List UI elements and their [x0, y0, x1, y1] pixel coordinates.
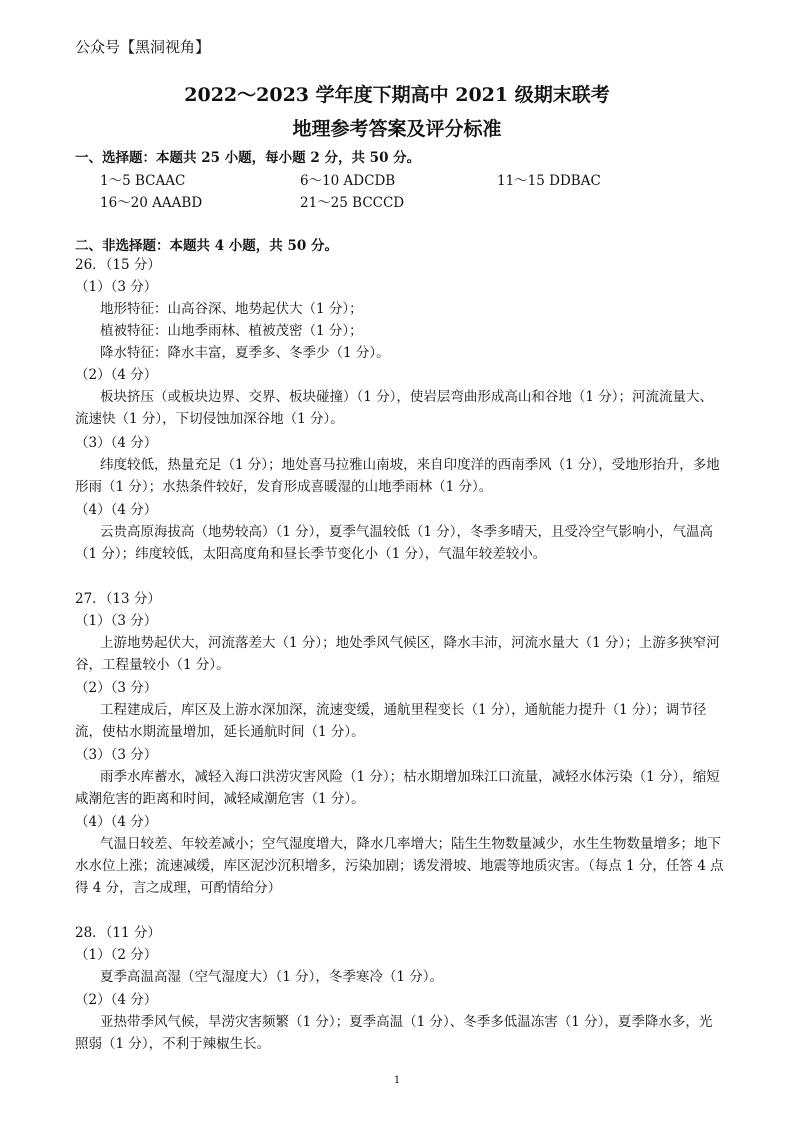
answer-group: 16～20 AAABD — [100, 195, 203, 211]
question-28-head: 28．（11 分） — [75, 925, 161, 941]
part-head: （3）（4 分） — [75, 435, 158, 451]
section1-heading: 一、选择题：本题共 25 小题，每小题 2 分，共 50 分。 — [75, 150, 421, 166]
part-head: （2）（4 分） — [75, 367, 158, 383]
question-26-head: 26．（15 分） — [75, 257, 161, 273]
answer-group: 21～25 BCCCD — [300, 195, 405, 211]
question-27-head: 27．（13 分） — [75, 591, 161, 607]
answer-line: 地形特征：山高谷深、地势起伏大（1 分）； — [100, 301, 363, 317]
answer-paragraph: 纬度较低，热量充足（1 分）；地处喜马拉雅山南坡，来自印度洋的西南季风（1 分），受地形抬升，多地形雨（1 分）；水热条件较好，发育形成喜暖湿的山地季雨林（1 分）。 — [75, 457, 720, 495]
answer-group: 1～5 BCAAC — [100, 173, 186, 189]
part-head: （1）（2 分） — [75, 947, 158, 963]
document-subtitle: 地理参考答案及评分标准 — [292, 118, 502, 140]
part-head: （2）（3 分） — [75, 680, 158, 696]
answer-paragraph: 亚热带季风气候，旱涝灾害频繁（1 分）；夏季高温（1 分）、冬季多低温冻害（1 分），夏季降水多，光照弱（1 分），不利于辣椒生长。 — [75, 1014, 713, 1052]
part-head: （2）（4 分） — [75, 992, 158, 1008]
answer-group: 6～10 ADCDB — [300, 173, 396, 189]
answer-paragraph: 工程建成后，库区及上游水深加深，流速变缓，通航里程变长（1 分），通航能力提升（1 分）；调节径流，使枯水期流量增加，延长通航时间（1 分）。 — [75, 702, 707, 740]
answer-paragraph: 云贵高原海拔高（地势较高）（1 分），夏季气温较低（1 分），冬季多晴天，且受冷空气影响小，气温高（1 分）；纬度较低，太阳高度角和昼长季节变化小（1 分），气温年较差较小。 — [75, 524, 714, 562]
answer-paragraph: 上游地势起伏大，河流落差大（1 分）；地处季风气候区，降水丰沛，河流水量大（1 分）；上游多狭窄河谷，工程量较小（1 分）。 — [75, 635, 720, 673]
section2-heading: 二、非选择题：本题共 4 小题，共 50 分。 — [75, 238, 338, 254]
answer-paragraph: 雨季水库蓄水，减轻入海口洪涝灾害风险（1 分）；枯水期增加珠江口流量，减轻水体污染（1 分），缩短咸潮危害的距离和时间，减轻咸潮危害（1 分）。 — [75, 769, 720, 807]
answer-paragraph: 夏季高温高湿（空气湿度大）（1 分），冬季寒冷（1 分）。 — [100, 969, 444, 985]
part-head: （1）（3 分） — [75, 613, 158, 629]
answer-paragraph: 气温日较差、年较差减小；空气湿度增大，降水几率增大；陆生生物数量减少，水生生物数量增多；地下水水位上涨；流速减缓，库区泥沙沉积增多，污染加剧；诱发滑坡、地震等地质灾害。（每点 1 分，任答 4 点得 4 分，言之成理，可酌情给分） — [75, 836, 724, 896]
page-number: 1 — [393, 1075, 401, 1086]
part-head: （4）（4 分） — [75, 502, 158, 518]
part-head: （4）（4 分） — [75, 814, 158, 830]
answer-group: 11～15 DDBAC — [497, 173, 601, 189]
part-head: （3）（3 分） — [75, 747, 158, 763]
part-head: （1）（3 分） — [75, 279, 158, 295]
answer-paragraph: 板块挤压（或板块边界、交界、板块碰撞）（1 分），使岩层弯曲形成高山和谷地（1 分）；河流流量大、流速快（1 分），下切侵蚀加深谷地（1 分）。 — [75, 389, 714, 427]
document-title: 2022～2023 学年度下期高中 2021 级期末联考 — [184, 84, 610, 106]
answer-line: 降水特征：降水丰富，夏季多、冬季少（1 分）。 — [100, 345, 390, 361]
header-note: 公众号【黑洞视角】 — [75, 38, 211, 56]
answer-line: 植被特征：山地季雨林、植被茂密（1 分）； — [100, 323, 363, 339]
